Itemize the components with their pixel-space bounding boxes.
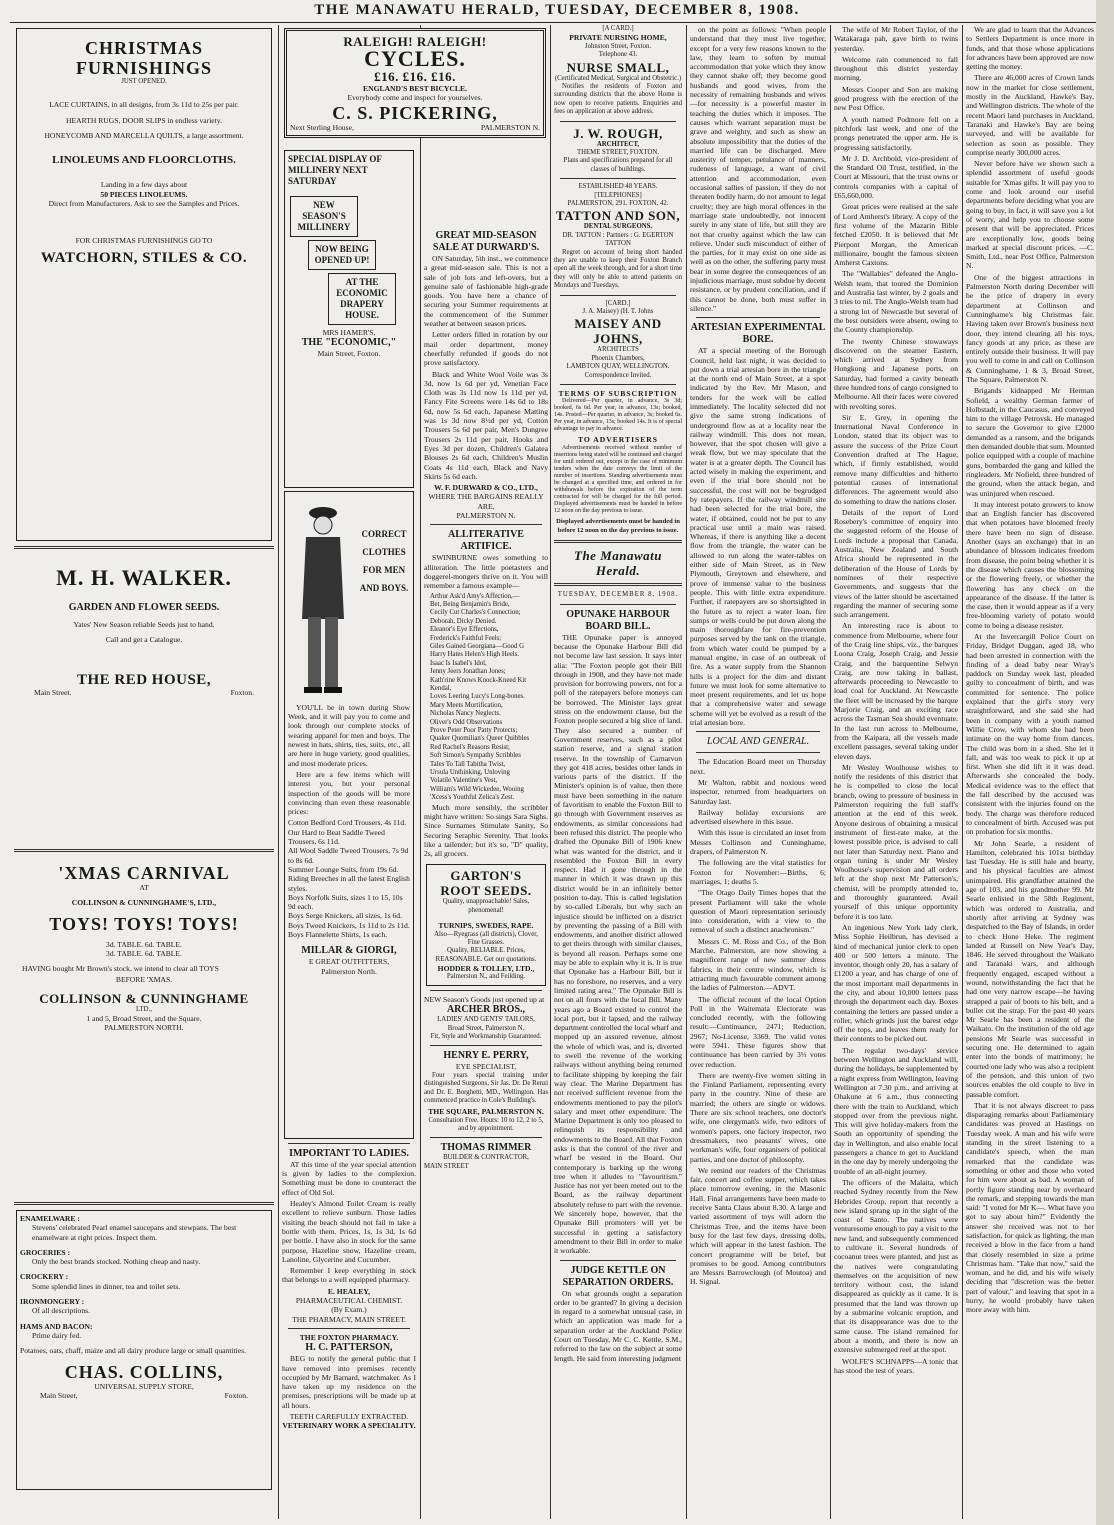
ad-item: All Wool Saddle Tweed Trousers, 7s 9d to 8s 6d. xyxy=(288,846,409,865)
ad-hodder xyxy=(426,864,546,985)
ad-body: Four years special training under distinguished Surgeons, Sir Jas. Dr. De Renzi and Dr. E. Borghetti, MD., Wellington. Has commenced practice in Cole's Building's. xyxy=(424,1071,548,1104)
ad-line: ARCHITECT, xyxy=(596,140,640,148)
ad-line: Only the best brands stocked. Nothing cheap and nasty. xyxy=(32,1257,201,1267)
ad-line: PHARMACEUTICAL CHEMIST. xyxy=(295,1296,403,1306)
news-item: The twenty Chinese stowaways discovered on the steamer Eastern, which arrived at Sydney from Hongkong and Japanese ports, on Saturday, had formed a cavity beneath three hundred tons of cargo consigned to Melbourne. All their faces were covered with revolting sores. xyxy=(834,336,958,411)
ad-line: DENTAL SURGEONS. xyxy=(583,223,653,231)
ad-heading: C. S. PICKERING, xyxy=(332,102,498,123)
column-1 xyxy=(14,25,274,1519)
ad-collins xyxy=(16,1210,272,1490)
column-4 xyxy=(554,25,682,1519)
ad-line: PALMERSTON N. xyxy=(456,511,516,521)
column-rule xyxy=(550,25,551,1519)
ad-line: Yates' New Season reliable Seeds just to hand. xyxy=(73,620,215,629)
ad-line: Consultation Free. Hours: 10 to 12, 2 to 5, and by appointment. xyxy=(428,1116,544,1133)
ad-heading: CHAS. COLLINS, xyxy=(64,1361,224,1382)
notice-body: Advertisements received without number of insertions being stated will be continued and charged for until ordered out, except in the case of minimum tenders when the date conveys the limit of the number of insertions. Standing advertisements must be changed at a specified time, and ordered in for withdrawals before the expiration of the term contracted for will be charged for the full period. Displayed advertisements must be handed in before 12 noon on the day previous to issue. xyxy=(554,444,682,514)
ad-heading: THE FOXTON PHARMACY. xyxy=(299,1332,399,1342)
news-item: One of the biggest attractions in Palmerston North during December will be the price of drapery in every department at Collinson and Cunninghame's big Christmas fair. Having taken over Brown's business next door, they intend clearing all his toys, fancy goods at any price, as these are entirely outside their business. It will pay you well to come in and call on Collinson & Cunninghame, 1 & 3, Broad Street, The Square, Palmerston N. xyxy=(966,272,1094,384)
ad-heading: £16. £16. £16. xyxy=(374,69,456,84)
ad-address xyxy=(290,123,540,132)
column-rule xyxy=(686,25,687,1519)
ad-line: Landing in a few days about xyxy=(100,180,188,190)
poem-line: Jenny Jeers Jonathan Jones; xyxy=(430,668,506,676)
ad-heading: GARTON'S ROOT SEEDS. xyxy=(440,868,532,899)
ad-heading: CORRECT CLOTHES FOR MEN AND BOYS. xyxy=(359,528,409,593)
ad-line: Phoenix Chambers, xyxy=(591,354,645,362)
ad-line: THE SQUARE, PALMERSTON N. xyxy=(428,1107,544,1117)
article-heading: GREAT MID-SEASON SALE AT DURWARD'S. xyxy=(432,230,540,253)
poem-line: William's Wild Wickedee, Wooing xyxy=(430,785,524,793)
ad-heading: GROCERIES : xyxy=(20,1247,71,1257)
news-item: At the Invercargill Police Court on Friday, Bridget Duggan, aged 18, who had been arrested in connection with the finding of a dead baby near Wray's paddock on Sunday week last, pleaded guilty to concealment of birth, and was committed for sentence. The police explained that the girl's story very straightforward, and she said she had been in company with a youth named Willie Crow, with whom she had been intimate on the way home from dances. The child was born in a shed. She let it fall, and was too weak to pick it up at first. When she did lift it it was dead. Afterwards she concealed the body. Medical evidence was to the effect that the fall described by the accused was consistent with the injuries found on the body. The charge was therefore reduced to concealment of birth. Accused was put on probation for six months. xyxy=(966,632,1094,837)
poem-line: Soft Simon's Sympathy Scribbles xyxy=(430,752,521,760)
poem-line: Arthur Ask'd Amy's Affection,— xyxy=(430,592,520,600)
ad-line: THE PHARMACY, MAIN STREET. xyxy=(292,1314,406,1324)
ad-line: Direct from Manufacturers. Ask to see the Samples and Prices. xyxy=(48,198,240,208)
news-item: "The Otago Daily Times hopes that the present Parliament will take the whole question of Maori representation seriously into consideration, with a view to the removal of such a distinct anachronism." xyxy=(690,888,826,935)
ad-heading: RALEIGH! RALEIGH! xyxy=(343,34,487,49)
ad-heading: ARCHER BROS., xyxy=(446,1004,526,1016)
ad-patterson xyxy=(282,1333,416,1431)
poem-line: Giles Gained Georgiana—Good G xyxy=(430,642,525,650)
ad-heading: CYCLES. xyxy=(364,46,466,71)
poem-line: 'Xcess's Youthful Zelica's Zest. xyxy=(430,794,515,802)
ad-body: BEG to notify the general public that I have removed into premises recently occupied by Mr Barnard, watchmaker. As I have taken up my residence on the premises, prescriptions will be made up at all hours. xyxy=(282,1354,416,1410)
poem-line: Bet, Being Benjamin's Bride, xyxy=(430,600,510,608)
ad-line: ENGLAND'S BEST BICYCLE. xyxy=(363,84,467,93)
divider xyxy=(696,317,820,318)
column-rule xyxy=(830,25,831,1519)
news-item: There are 46,000 acres of Crown lands now in the market for close settlement, mostly in the Auckland, Hawke's Bay, and Wellington districts. The whole of the recent Maori land purchases in Auckland, Taranaki and Hawke's Bay are being surveyed, and will be available for selection as soon as possible. They comprise nearly 300,000 acres. xyxy=(966,73,1094,157)
ad-hamer xyxy=(284,150,414,488)
ad-line: Some splendid lines in dinner, tea and toilet sets. xyxy=(32,1281,181,1291)
ad-line: BUILDER & CONTRACTOR, xyxy=(443,1154,529,1162)
ad-line: Main Street, Foxton. xyxy=(317,349,381,359)
news-item: Mr Wesley Woolhouse wishes to notify the residents of this district that he is compelled to close the local branch, owing to pressure of business in Palmerston requiring the full staff's attention at the end of this week. Anyone desirous of obtaining a musical instrument of first-rate make, at the lowest possible price, is advised to call not later than Saturday next. Piano and organ tuning is under Mr Wesley Woolhouse's supervision and all orders left at the shop next Mr Patterson's, chemist, will be promptly attended to, and thoroughly guaranteed. Avail yourself of this unique opportunity before it is too late. xyxy=(834,762,958,921)
section-heading: LOCAL AND GENERAL. xyxy=(706,736,810,748)
ad-box: AT THE ECONOMIC DRAPERY HOUSE. xyxy=(328,273,396,325)
news-item: A youth named Podmore fell on a pitchfork last week, and one of the prongs penetrated the upper arm. He is progressing satisfactorily. xyxy=(834,114,958,152)
ad-line: TURNIPS, SWEDES, RAPE. xyxy=(438,921,534,931)
ad-heading: COLLINSON & CUNNINGHAME xyxy=(39,990,249,1006)
ad-line: TEETH CAREFULLY EXTRACTED. xyxy=(289,1412,409,1422)
ad-line: VETERINARY WORK A SPECIALITY. xyxy=(282,1421,416,1431)
ad-line: Palmerston N., and Feilding. xyxy=(446,973,526,981)
poem-line: Oliver's Odd Observations xyxy=(430,718,503,726)
ad-line: 3d. TABLE. 6d. TABLE. xyxy=(106,939,182,949)
column-rule xyxy=(278,25,279,1519)
article-heading: ARTESIAN EXPERIMENTAL BORE. xyxy=(690,322,826,346)
poem-line: Harry Hates Helen's High Heels. xyxy=(430,651,519,659)
ad-heading: NURSE SMALL, xyxy=(566,59,670,75)
ad-line: Quality, unapproachable! Sales, phenomenal! xyxy=(442,898,530,914)
ad-heading: TATTON AND SON, xyxy=(555,208,681,224)
news-item: It may interest potato growers to know that an English fancier has discovered that when potatoes have bloomed freely there have been no sign of disease. Another (says an exchange) that in an abundance of blossom indicates freedom from disease, the point being whether it is the disease which causes the blossoming or the flowering freely, or whether the flowering has any check on the appearance of the disease. If the latter is the case, then it would appear as if a very free-blooming variety of potato would come to being a disease resister. xyxy=(966,499,1094,630)
news-item: Great prices were realised at the sale of Lord Amherst's library. A copy of the first volume of the Mazarin Bible fetched £2050. It is believed that Mr Pierpont Morgan, the American millionaire, bought the famous sixteen Amherst Caxtons. xyxy=(834,202,958,268)
ad-line: UNIVERSAL SUPPLY STORE, xyxy=(94,1381,194,1391)
ad-body: Regret on account of being short handed they are unable to keep their Foxton Branch open all the week through, and for a short time they will only be able to attend patients on Mondays and Tuesdays. xyxy=(554,248,682,290)
notice-heading: TO ADVERTISERS xyxy=(577,435,659,445)
news-item: Never before have we shown such a splendid assortment of useful goods suitable for 'Xmas gifts. It will pay you to come and look around our useful departments before deciding what you are going to buy, in fact, it will save you a lot of worry, and help you to choose some present that will be appreciated. Prices are exceptionally low, goods being marked at special discount prices. —C. Smith, Ltd., near Post Office, Palmerston N. xyxy=(966,159,1094,271)
ad-line: COLLINSON & CUNNINGHAME'S, LTD., xyxy=(71,898,217,908)
ad-item: Riding Breeches in all the latest English styles. xyxy=(288,874,410,893)
news-item: Sir E. Grey, in opening the International Naval Conference in London, stated that its object was to assure the success of the Prize Court Convention drafted at The Hague, which, if firmly established, would remove many difficulties and hitherto potential causes of international differences. The agreement would also do something to draw the nations closer. xyxy=(834,412,958,506)
poem-line: Deborah, Dicky Denied. xyxy=(430,617,497,625)
ad-heading: SPECIAL DISPLAY OF MILLINERY NEXT SATURDAY xyxy=(288,153,382,186)
ad-line: (By Exam.) xyxy=(331,1305,367,1315)
news-item: Details of the report of Lord Rosebery's committee of enquiry into the suggested reform of the House of Lords include a proposal that Canada, Australia, New Zealand and South Africa should be represented in the deliberation of the House of Lords by nominees of their respective Governments, and suggests that the views of the latter should be ascertained regarding the manner of securing some such arrangement. xyxy=(834,507,958,620)
ad-line: 1 and 5, Broad Street, and the Square. xyxy=(86,1014,202,1024)
news-item: We remind our readers of the Christmas fair, concert and coffee supper, which takes place tomorrow evening, in the Masonic Hall. Final arrangements have been made to receive Santa Claus about 8.30. A large and varied assortment of toys will adorn the Christmas Tree, and the items have been busy for the last few days, dressing dolls, which will appear in the latest fashion. The concert programme will be brief, but promises to be good. Among contributors are Messrs Barrowclough (of Moutoa) and H. Signal. xyxy=(690,1165,826,1287)
divider xyxy=(554,583,682,586)
news-item: Mr Walton, rabbit and noxious weed inspector, returned from headquarters on Saturday last. xyxy=(690,777,826,806)
news-item: An interesting race is about to commence from Melbourne, where four of the Craig line ships, viz., the barques Loona Craig, Joseph Craig, and Jessie Craig, and the barquentine Selwyn Craig, are now taking in ballast, afterwards proceeding to Newcastle to load coal for Auckland. At Newcastle the fleet will be increased by the barque Marjorie Craig, and an exciting race across the Tasman Sea should eventuate. In the last run across to Melbourne, from the Kaipara, all the vessels made excellent passages, several taking under eleven days. xyxy=(834,621,958,761)
news-item: The "Wallabies" defeated the Anglo-Welsh team, that toured the Dominion and Australia last winter, by 2 goals and 3 tries to nil. The Anglo-Welsh team had a strong lot of Newcastle but several of the best outsiders were absent, owing to the County championship. xyxy=(834,269,958,335)
ad-watchorn xyxy=(16,28,272,541)
poem xyxy=(424,593,548,803)
ad-heading: LINOLEUMS AND FLOORCLOTHS. xyxy=(52,154,236,167)
ad-line: 50 PIECES LINOLEUMS. xyxy=(100,189,188,199)
ad-heading: CROCKERY : xyxy=(20,1272,69,1282)
ad-line: HAVING bought Mr Brown's stock, we intend to clear all TOYS xyxy=(22,964,219,974)
ad-line: Of all descriptions. xyxy=(32,1306,90,1316)
ad-heading: ENAMELWARE : xyxy=(20,1214,80,1223)
divider xyxy=(430,990,542,991)
news-item: The regular two-days' service between Wellington and Auckland will, during the holidays, be supplemented by a night express from Wellington, leaving Wellington at 7.30 p.m., and arriving at Ohakune at 6 a.m., thus connecting there with the train to Auckland, which stopped over from the previous night. This will give holiday-makers from the South an opportunity of spending the day in Wellington, and also enable local passengers a chance to get to Auckland in the one day by merely undergoing the trouble of an all-night journey. xyxy=(834,1045,958,1176)
ad-millar xyxy=(284,491,414,1139)
divider xyxy=(288,1328,410,1329)
ad-line: HONEYCOMB AND MARCELLA QUILTS, a large assortment. xyxy=(44,131,244,140)
ad-heading: WATCHORN, STILES & CO. xyxy=(40,250,248,267)
ad-line: LACE CURTAINS, in all designs, from 3s 11d to 25s per pair. xyxy=(49,100,239,110)
column-3 xyxy=(424,230,548,1519)
ad-line: 3d. TABLE. 6d. TABLE. xyxy=(106,948,182,958)
news-item: WOLFE'S SCHNAPPS—A tonic that has stood the test of years. xyxy=(834,1356,958,1375)
news-item: Messrs C. M. Ross and Co., of the Bon Marche, Palmerston, are now showing a magnificent range of new summer dress fabrics, in their centre window, which is attracting much favourable comment among the ladies of Palmerston.—ADVT. xyxy=(690,936,826,993)
article-heading: ALLITERATIVE ARTIFICE. xyxy=(448,529,524,553)
news-item: The officers of the Malaita, which reached Sydney recently from the New Hebrides Group, report that recently a new island sprang up in the sight of the coast of Santo. The natives were venturesome enough to pay a visit to the new land, and subsequently commenced to cultivate it. Several hundreds of cocoanut trees were planted, and just as the natives were congratulating themselves on the acquisition of new territory without cost, the island disappeared as quickly as it came. It is presumed that the land was thrown up by a submarine volcanic eruption, and that its disappearance was due to the same cause. The island remained for about a month, and there is now an extensive submerged reef at the spot. xyxy=(834,1177,958,1355)
column-rule xyxy=(420,25,421,1519)
article-body: THE Opunake paper is annoyed because the Opunake Harbour Bill did not become law last session. It says inter alia: "The Foxton people got their Bill through in 1908, and they have not made provision for borrowing powers, not for a poll of the ratepayers before moneys can be borrowed. The Minister lays great stress on the endowment clause, but the Foxton people secured a big slice of land. They also secured a number of Government reserves, such as a pilot station reserve, and a signal station reserve. In the township of Carnarvon they got 418 acres, besides other lands in various parts of the district. If the Minister's opinion is of value, then there must have been something in the nature of favoritism to enable the Foxton Bill to go through with Government reserves as endowments, as similar concessions had been refused this district. The people who drafted the Opunake Bill of 1906 knew what was wanted for the district, and it resembled the Foxton Bill in every respect. Had it gone through in the manner in which it was drawn up this district would be in an infinitely better position to-day. This is called legislation by so-called Liberals, but why such an injustice should be inflicted on a district by preventing the passing of a Bill with endowments, and another district allowed to get theirs through with similar clauses, is beyond all reason. Perhaps some one may be able to explain why it is. It is true that Opunake has a Harbour Bill, but it has no foreshore, no reserves, and a very limited rating area." The Opunake Bill is not on all fours with the local Bill. Many years ago a Board existed to control the local port, but it lapsed, and the railway department controlled the local wharf and mopped up an assured revenue, almost the whole of which was, and is, diverted to swell the revenue of the working railways without anything being returned to facilitate shipping by keeping the fair way clear. The Marine Department has not received sufficient revenue from the endowments mentioned to pay the pilot's salary and meet other expenditure. The Marine Department is only too pleased to relinquish its responsibility and endowments to the Board. All that Foxton asks is that the control of the river and wharf be vested in the Board. Our contemporary is barking up the wrong tree when it alludes to "favouritism." Justice has not yet been meted out to the Board, as the railway department absolutely refuse to part with the revenue. We sincerely hope, however, that the Opunake Bill promoters will yet be successful in getting a satisfactory amendment to their Bill in order to make it workable. xyxy=(554,632,682,1256)
notice-line: Displayed advertisements must be handed in before 12 noon on the day previous to issue. xyxy=(556,517,680,534)
ad-item: Our Hard to Beat Saddle Tweed Trousers, 6s 11d. xyxy=(288,827,385,847)
divider xyxy=(696,752,820,753)
ad-sub: JUST OPENED. xyxy=(121,78,167,85)
news-item: The following are the vital statistics for Foxton for November:—Births, 6; marriages, 1; deaths 5. xyxy=(690,858,826,886)
divider xyxy=(560,295,676,296)
ad-body: Notifies the residents of Foxton and surrounding districts that the above Home is now open to receive patients. Enquiries and fees on application at above address. xyxy=(554,82,682,116)
divider xyxy=(14,546,274,549)
article-body: Black and White Wool Voile was 3s 3d, now 1s 6d per yd, Venetian Face Cloth was 3s 11d now 1s 11d per yd, Fancy Fite Screens were 14s 6d to 18s 6d, now 5s 6d each, Japanese Matting was 1s 3d now 8½d per yd, Cotton Trousers 5s 6d per pair, Men's Dungree Trousers 2s 11d per pair, Hooks and Eyes 3d per dozen, Children's Galatea Blouses 2s 6d each, Children's Muslin Coats 4s 11d each, Black and Navy Skirts 5s 6d each. xyxy=(424,369,548,481)
ad-line: NEW Season's Goods just opened up at xyxy=(424,994,545,1004)
ad-heading: THE "ECONOMIC," xyxy=(301,337,397,349)
ad-heading: FURNISHINGS xyxy=(75,58,213,78)
ad-body: YOU'LL be in town during Show Week, and it will pay you to come and look through our complete stocks of wearing apparel for men and boys. The newest in hats, shirts, ties, suits, etc., all are here in huge variety, good qualities, and most moderate prices. xyxy=(288,702,410,768)
notice-heading: TERMS OF SUBSCRIPTION xyxy=(558,389,678,399)
ad-box: NEW SEASON'S MILLINERY xyxy=(290,196,358,237)
divider xyxy=(560,178,676,179)
divider xyxy=(430,524,542,525)
news-item: Brigands kidnapped Mr Herman Sofield, a wealthy German farmer of Holbstadt, in the Caucasus, and conveyed him to the village Petrovsk. He managed to secure the Governor to give £2000 demanded as a ransom, and the brigands then demanded double that sum. Mounted police equipped with a couple of machine guns, bombarded the gang and killed the ringleaders. Mr Nofield, three hundred of the ground, when the attack began, and was uninjured when rescued. xyxy=(966,386,1094,498)
ad-body: Healey's Almond Toilet Cream is really excellent to relieve sunburn. Those ladies visiting the beach should not fail to take a bottle with them. Prices, 1s, 1s 3d, 1s 6d per bottle. I have also in stock for the same purpose, Hazeline snow, Hazeline cream, Lanoline, Glycerine and Cucumber. xyxy=(282,1199,416,1264)
ad-heading: J. W. ROUGH, xyxy=(573,125,663,141)
column-6 xyxy=(834,25,958,1519)
news-item: Railway holiday excursions are advertised elsewhere in this issue. xyxy=(690,807,826,827)
news-item: With this issue is circulated an inset from Messrs Collinson and Cunninghame, drapers, of Palmerston N. xyxy=(690,828,826,857)
news-item: An ingenious New York lady clerk, Miss Sophie Heilbrun, has devised a kind of mechanical junior clerk to open 400 or 500 letters a minute. The inventor, though only 20, has a salary of £1200 a year, and has charge of one of the most important mail departments in the city, and about 10,000 letters pass through the department each day. Boxes containing the letters are passed under a roller, which grinds just the barest edge off the tops, and leaves them ready for their contents to be picked out. xyxy=(834,922,958,1044)
article-body: Much more sensibly, the scribbler might have written: So sings Sara Sighs. Since Surnames Stimulate Sanity, So Securing Seraphic Serenity. That looks like a tailender; but it's so, "D" quality, 2s, all grocers. xyxy=(424,802,548,859)
issue-date: TUESDAY, DECEMBER 8, 1908. xyxy=(557,591,679,599)
ad-line: Also—Ryegrass (all districts), Clover, Fine Grasses. xyxy=(434,930,538,946)
poem-line: Isaac Is Isabel's Idol, xyxy=(430,659,487,667)
ad-heading: IMPORTANT TO LADIES. xyxy=(289,1147,409,1159)
ad-line: AT xyxy=(139,883,149,892)
ad-archer xyxy=(424,995,548,1042)
divider xyxy=(554,540,682,543)
ad-item: Cotton Bedford Cord Trousers, 4s 11d. xyxy=(288,818,407,828)
ad-heading: THOMAS RIMMER xyxy=(440,1142,532,1154)
ad-walker xyxy=(14,554,274,844)
column-5 xyxy=(690,25,826,1519)
ad-line: Main Street, xyxy=(40,1390,78,1400)
poem-line: Kath'rine Knows Knock-Kneed Kit Kendal, xyxy=(430,676,527,692)
ad-figure-row xyxy=(288,495,410,703)
ad-line: LTD., xyxy=(136,1005,152,1013)
ad-line: Correspondence Invited. xyxy=(584,371,652,379)
ad-line: WHERE THE BARGAINS REALLY ARE, xyxy=(428,492,544,511)
divider xyxy=(560,604,676,605)
divider xyxy=(696,731,820,732)
ad-line: Foxton. xyxy=(224,1390,248,1400)
poem-line: Tales To Tall Tabitha Twist, xyxy=(430,760,506,768)
ad-address xyxy=(20,1391,268,1400)
poem-line: Quaker Quomilian's Queer Quibbles xyxy=(430,735,530,743)
ad-item: Boys Norfolk Suits, sizes 1 to 15, 10s 9d each. xyxy=(288,892,403,912)
ad-line: Telephone 43. xyxy=(598,51,638,59)
news-item: The wife of Mr Robert Taylor, of the Watakaraga pah, gave birth to twins yesterday. xyxy=(834,25,958,53)
news-item: Mr J. D. Archbold, vice-president of the Standard Oil Trust, testified, in the Court at Missouri, that the trust owns or controls companies with a capital of £65,660,000. xyxy=(834,153,958,201)
ad-line: Palmerston North. xyxy=(321,966,377,976)
ad-line: (Certificated Medical, Surgical and Obstetric.) xyxy=(554,74,682,82)
divider xyxy=(560,384,676,385)
notice-body: Delivered—Per quarter, in advance, 3s 3d; booked, 6s 6d. Per year, in advance, 13s; booked, 14s. Posted—Per quarter, in advance, 3s; booked 6s. Per year, in advance, 13s; booked 14s. It is of special advantage to pay in advance. xyxy=(554,398,682,433)
poem-line: Mary Meets Mortification, xyxy=(430,701,503,709)
article-body: Letter orders filled in rotation by our mail order department, money cheerfully refunded if goods do not prove satisfactory. xyxy=(424,330,548,368)
ad-line: BEFORE 'XMAS. xyxy=(115,975,173,985)
ad-item: Summer Lounge Suits, from 19s 6d. xyxy=(288,864,399,874)
ad-line: PALMERSTON, 291. FOXTON, 42. xyxy=(567,199,669,207)
man-figure-icon xyxy=(288,499,358,699)
divider xyxy=(288,1143,410,1144)
poem-line: Red Rachel's Reasons Resist; xyxy=(430,743,510,751)
ad-heading: TOYS! TOYS! TOYS! xyxy=(49,913,239,934)
article-heading: JUDGE KETTLE ON SEPARATION ORDERS. xyxy=(562,1264,674,1288)
ad-line: HEARTH RUGS, DOOR SLIPS in endless variety. xyxy=(66,115,222,125)
ad-line: LADIES' AND GENTS' TAILORS, xyxy=(437,1016,535,1024)
ad-heading: IRONMONGERY : xyxy=(20,1297,85,1307)
ad-line: Main Street. xyxy=(34,687,72,697)
ad-heading: CHRISTMAS xyxy=(84,38,204,58)
article-body: SWINBURNE owes something to alliteration. The little poetasters and doggerel-mongers thrive on it. You will remember a famous example— xyxy=(424,553,548,591)
ad-line: Foxton. xyxy=(230,687,254,697)
divider xyxy=(560,121,676,122)
ad-line: HODDER & TOLLEY, LTD., xyxy=(437,964,535,974)
news-item: That it is not always discreet to pass disparaging remarks about Parliamentary candidates was proved at Hastings on Tuesday week. A man and his wife were standing in the street listening to a candidate's speech, when the man remarked that the candidate was something or other and those who voted for him were about as bad. A woman of portly figure standing near by overheard the remark, and stepping towards the man said: "I voted for Mr K—. What have you got to say about him?" Evidently the answer she received was not to her satisfaction, for quick as lighting, the man received a blow in the face from a hand that closely resembled in size a prime Christmas ham. "Take that now," said the woman, and he did, and his wife wisely deciding that "discretion was the better part of valour," and leaving that spot in a hurry, he would probably have taken more away with him. xyxy=(966,1100,1094,1315)
ad-line: EYE SPECIALIST, xyxy=(455,1062,517,1072)
poem-line: Cecily Cut Charles's Connection; xyxy=(430,609,521,617)
ad-line: MRS HAMER'S, xyxy=(322,327,376,337)
ad-item: Boys Tweed Knickers, 1s 11d to 2s 11d. xyxy=(288,920,410,930)
ad-line: Johnston Street, Foxton. xyxy=(584,42,652,50)
ad-heading: 'XMAS CARNIVAL xyxy=(58,863,230,883)
divider xyxy=(560,1260,676,1261)
ad-line: Quality, RELIABLE. Prices, REASONABLE. Get our quotations. xyxy=(435,947,537,963)
divider xyxy=(430,1045,542,1046)
ad-line: DR. TATTON : Partners : G. EGERTON TATTON xyxy=(562,231,674,248)
ad-heading: MILLAR & GIORGI, xyxy=(301,945,397,957)
article-body: AT a special meeting of the Borough Council, held last night, it was decided to put down a trial artesian bore in the triangle at the north end of Main Street, at a spot indicated by the Rev. Mr Mason, and tenders for the work will be called immediately. The locality selected did not give the same strong indications of underground flow as at a locality near the railway windmill. This does not mean, however, that the spot chosen will give a weak flow, but we may speculate that the water is at a greater depth. The Council has acted wisely in making the experiment, and even if the trial bore should not be successful, the cost will not be begrudged by ratepayers. If the railway windmill site had been selected for the trial bore, the water, if obtained, could not be put to any practical use until a main was raised. Whereas, if there is anything like a decent flow from the triangle, the water can be allowed to run along the water-tables on either side of Main Street, as in New Plymouth, Greytown and elsewhere, and prove of immense value to the business people. This with little extra expenditure. Further, if ratepayers are so shortsighted in the future as to reject a water loan, fire sumps or wells could be put down along the main thoroughfare for fire-prevention purposes served by the tank on the triangle, from which water could be pumped by a manual engine, in case of an outbreak of fire. As a water supply from the Shannon hills is a project for the dim and distant future we must look for some alternative to meet present requirements, and let us hope that a comprehensive water and sewage scheme will yet be evolved as a result of the trial artesian bore. xyxy=(690,346,826,728)
ad-line: Fit, Style and Workmanship Guaranteed. xyxy=(430,1032,542,1040)
news-item: The Education Board meet on Thursday next. xyxy=(690,757,826,776)
ad-collinson xyxy=(14,857,274,1197)
ad-line: PALMERSTON N. xyxy=(480,122,540,132)
news-item: Mr John Searle, a resident of Hamilton, celebrated his 101st birthday last Tuesday. He is still hale and hearty, and his physical faculties are almost unimpaired. His grandfather attained the age of 103, and his grandmother 99. Mr Searle enlisted in the 58th Regiment, which was ordered to Australia, and shortly after arriving at Sydney was despatched to the Bay of Islands, in order to check Hone Heke. The regiment landed at Russell on New Year's Day, 1846. He served throughout the Waikato and Taranaki wars, and although frequently engaged, escaped without a wound, notwithstanding the fact that he had one very narrow escape—he having strapped a pair of boots to his belt, and a bullet cut the strap. For the past 40 years Mr Searle has been a resident of the Waikato. On the institution of the old age pensions Mr Searle was successful in securing one. He determined to again enter into the bonds of matrimony; he courted one lady who was also a recipient of the pension, and this union of two sources enables the old couple to live in passable comfort. xyxy=(966,838,1094,1099)
ad-line: Stevens' celebrated Pearl enamel saucepans and stewpans. The best enamelware at right prices. Inspect them. xyxy=(32,1223,237,1242)
ad-address xyxy=(14,688,274,697)
ad-line: J. A. Maisey) (H. T. Johns xyxy=(582,308,654,316)
ad-item: Boys Serge Knickers, all sizes, 1s 6d. xyxy=(288,911,402,921)
ad-line: ESTABLISHED 48 YEARS. xyxy=(578,183,658,191)
poem-line: Eleanor's Eye Effections, xyxy=(430,626,499,634)
news-item: The official recount of the local Option Poll in the Waitemata Electorate was concluded recently, with the following result:—Continuance, 2471; Reduction, 2967; No-License, 3369. The valid votes were 5941. These figures show that continuance has been carried by 3⅓ votes over reduction. xyxy=(690,994,826,1069)
ad-line: LAMBTON QUAY, WELLINGTON. xyxy=(566,363,670,371)
divider xyxy=(14,849,274,852)
ad-line: MAIN STREET xyxy=(424,1162,469,1170)
news-item: There are twenty-five women sitting in the Finland Parliament, representing every party in the country. Nine of these are married; the others are single or widows. There are six school teachers, one doctor's wife, one clergyman's wife, two editors of women's papers, one factory inspector, two dressmakers, two peasants' wives, one workman's wife, four organisers of political parties, and one doctor of philosophy. xyxy=(690,1070,826,1164)
ad-heading: MAISEY AND JOHNS, xyxy=(574,316,662,347)
poem-line: Prove Peter Poor Patty Protects; xyxy=(430,727,518,734)
divider xyxy=(14,1202,274,1205)
ad-line: FOR CHRISTMAS FURNISHINGS GO TO xyxy=(75,236,213,246)
ad-pickering xyxy=(284,28,546,138)
ad-heading: H. C. PATTERSON, xyxy=(305,1342,393,1354)
card-label: [CARD.] xyxy=(605,299,631,307)
ad-line: [TELEPHONES] xyxy=(594,191,642,199)
column-7 xyxy=(966,25,1094,1519)
newspaper-title: The Manawatu Herald. xyxy=(574,548,662,579)
torn-page-edge xyxy=(1096,0,1114,1525)
poem-line: Loves Leering Lucy's Long-bones. xyxy=(430,693,525,701)
ad-line: Potatoes, oats, chaff, maize and all dairy produce large or small quantities. xyxy=(20,1346,246,1356)
ad-body: Remember I keep everything in stock that belongs to a well equipped pharmacy. xyxy=(282,1266,416,1285)
column-rule xyxy=(962,25,963,1519)
ad-perry xyxy=(424,1050,548,1133)
news-item: Welcome rain commenced to fall throughout this district yesterday morning. xyxy=(834,54,958,83)
masthead: THE MANAWATU HERALD, TUESDAY, DECEMBER 8, 1908. xyxy=(314,2,800,18)
ad-line: Plans and specifications prepared for all classes of buildings. xyxy=(563,157,673,173)
ad-line: Call and get a Catalogue. xyxy=(105,635,183,645)
poem-line: Nicholas Nancy Neglects. xyxy=(430,710,501,718)
masthead-rule xyxy=(10,22,1104,23)
ad-line: E GREAT OUTFITTERS, xyxy=(308,957,390,967)
ad-line: W. F. DURWARD & CO., LTD., xyxy=(434,483,538,493)
ad-line: Everybody come and inspect for yourselves. xyxy=(347,93,483,103)
ad-heading: THE RED HOUSE, xyxy=(76,671,212,688)
poem-line: Frederick's Faithful Feels; xyxy=(430,634,502,642)
ad-rimmer xyxy=(424,1142,548,1171)
news-item: We are glad to learn that the Advances to Settlers Department is once more in funds, and that those whose applications for advances have been approved are now getting the money. xyxy=(966,25,1094,72)
ad-line: THEME STREET, FOXTON. xyxy=(576,148,660,156)
ad-line: PALMERSTON NORTH. xyxy=(104,1023,184,1033)
ad-heading: M. H. WALKER. xyxy=(56,565,232,590)
ad-line: ARCHITECTS xyxy=(597,346,639,354)
ad-item: Boys Flannelette Shirts, 1s each. xyxy=(288,930,388,940)
ad-line: PRIVATE NURSING HOME, xyxy=(569,33,667,43)
divider xyxy=(430,1137,542,1138)
ad-heading: HENRY E. PERRY, xyxy=(443,1050,529,1062)
card-label: [A CARD.] xyxy=(602,25,634,32)
ad-heading: HAMS AND BACON: xyxy=(20,1321,93,1331)
article-body: ON Saturday, 5th inst., we commence a great mid-season sale. This is not a sale of job lots and left-overs, but a genuine sale of fashionable high-grade goods. You have here a chance of securing your Summer requirements at the commencement of the Summer weather at between season prices. xyxy=(424,254,548,329)
ad-heading: GARDEN AND FLOWER SEEDS. xyxy=(68,602,220,613)
article-body: On what grounds ought a separation order to be granted? In giving a decision in regard to a somewhat unusual case, in which an application was made for a separation order at the Auckland Police Court on Tuesday, Mr C. C. Kettle, S.M., referred to the law on the subject at some length. He said from interesting judgment xyxy=(554,1288,682,1363)
ad-line: Next Sterling House, xyxy=(290,122,354,132)
poem-line: Volatile Valentine's Vest, xyxy=(430,777,498,785)
ad-line: Broad Street, Palmerston N. xyxy=(447,1024,525,1032)
poem-line: Ursula Unthinking, Unloving xyxy=(430,769,510,777)
ad-box: NOW BEING OPENED UP! xyxy=(308,240,376,270)
article-body: on the point as follows: "When people understand that they must live together, except for a very few reasons known to the law, they learn to soften by mutual accommodation that yoke which they know they cannot shake off; they become good husbands and good wives, from the necessity of remaining husbands and wives—for necessity is a powerful master in teaching the duties which it imposes. The causes which warrant separation must be grave and weighty, and such as show an absolute impossibility that the duties of the married life can be discharged. Mere austerity of temper, petulance of manners, rudeness of language, a want of civil attention and accommodation, even occasional sallies of passion, if they do not threaten bodily harm, do not amount to legal cruelty; they are high moral offences in the marriage state undoubtedly, not innocent surely in any state of life, but still they are not that cruelty against which the law can relieve. Under such misconduct of either of the parties, for it may exist on one side as well as on the other, the suffering party must bear in some degree the consequences of an injudicious marriage, must subdue by decent resistance, or by prudent conciliation, and if this cannot be done, both must suffer in silence." xyxy=(690,25,826,313)
ad-healey xyxy=(282,1148,416,1324)
ad-line: E. HEALEY, xyxy=(327,1286,371,1296)
ad-body: AT this time of the year special attention is given by ladies to the complexion. Something must be done to counteract the effect of Old Sol. xyxy=(282,1159,416,1197)
ad-line: Prime dairy fed. xyxy=(32,1330,82,1340)
news-item: Messrs Cooper and Son are making good progress with the erection of the new Post Office. xyxy=(834,84,958,113)
article-heading: OPUNAKE HARBOUR BOARD BILL. xyxy=(566,608,670,632)
ad-body: Here are a few items which will interest you, but your personal inspection of the goods will be more convincing than even these reasonable prices: xyxy=(288,769,410,817)
